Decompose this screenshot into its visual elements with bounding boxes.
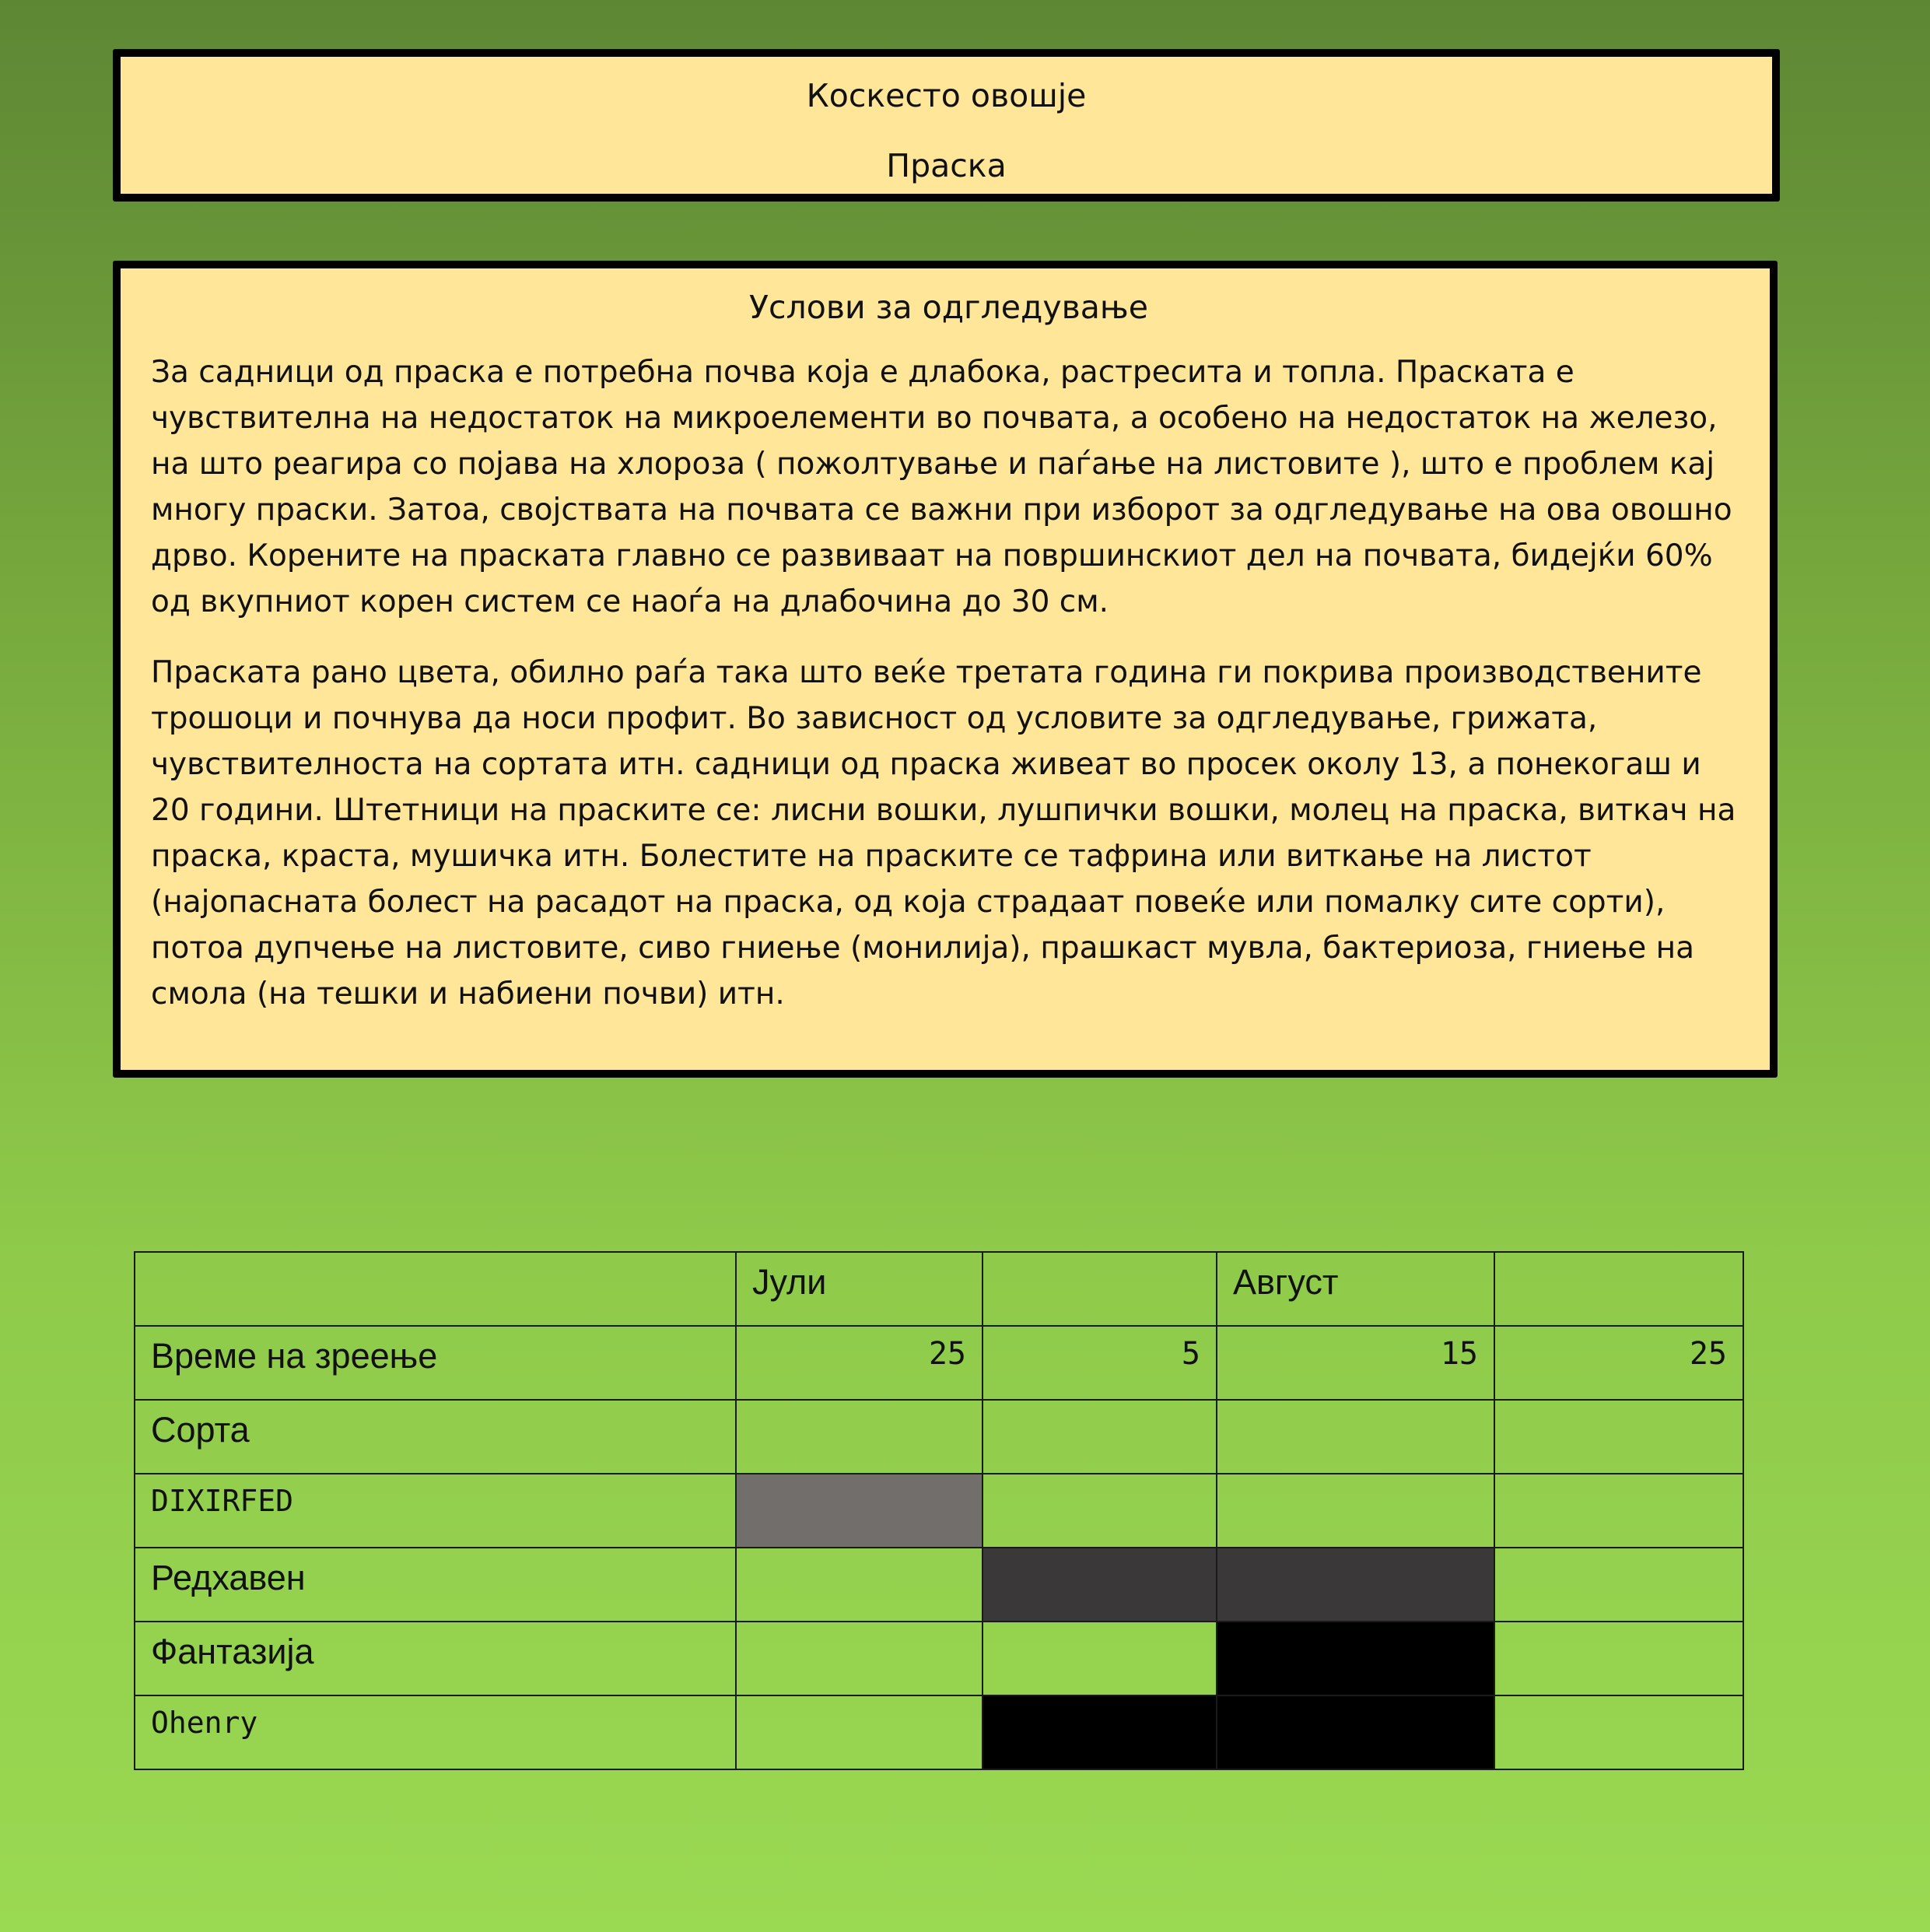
period-cell — [736, 1695, 983, 1769]
variety-name: Редхавен — [135, 1548, 736, 1622]
variety-row-redhaven — [135, 1548, 1743, 1622]
period-cell — [1217, 1548, 1494, 1622]
month-cell — [1494, 1252, 1743, 1326]
period-cell — [1494, 1474, 1743, 1548]
period-cell — [983, 1622, 1217, 1695]
day-cell: 15 — [1217, 1326, 1494, 1400]
variety-name: DIXIRFED — [135, 1474, 736, 1548]
variety-label: Сорта — [135, 1400, 736, 1474]
variety-name: Ohenry — [135, 1695, 736, 1769]
day-cell: 5 — [983, 1326, 1217, 1400]
period-cell — [1494, 1548, 1743, 1622]
growing-conditions-box — [113, 261, 1778, 1078]
variety-row-dixirfed — [135, 1474, 1743, 1548]
day-cell: 25 — [1494, 1326, 1743, 1400]
period-cell — [1217, 1622, 1494, 1695]
month-row — [135, 1252, 1743, 1326]
ripening-schedule-table — [134, 1251, 1744, 1770]
period-cell — [983, 1474, 1217, 1548]
ripening-label: Време на зреење — [135, 1326, 736, 1400]
day-cell: 25 — [736, 1326, 983, 1400]
empty-cell — [1494, 1400, 1743, 1474]
variety-header-row — [135, 1400, 1743, 1474]
month-cell — [135, 1252, 736, 1326]
category-title: Коскесто овошје — [806, 77, 1087, 114]
month-cell — [983, 1252, 1217, 1326]
variety-name: Фантазија — [135, 1622, 736, 1695]
conditions-paragraph-2: Праската рано цвета, обилно раѓа така што веќе третата година ги покрива производствените трошоци и почнува да носи профит. Во зависност од условите за одгледување, грижата, чувствителноста на сортата итн. садници од праска живеат во просек околу 13, а понекогаш и 20 години. Штетници на праските се: лисни вошки, лушпички вошки, молец на праска, виткач на праска, краста, мушичка итн. Болестите на праските се тафрина или виткање на листот (најопасната болест на расадот на праска, од која страдаат повеќе или помалку сите сорти), потоа дупчење на листовите, сиво гниење (монилија), прашкаст мувла, бактериоза, гниење на смола (на тешки и набиени почви) итн. — [151, 655, 1736, 1012]
period-cell — [1217, 1474, 1494, 1548]
title-box — [113, 49, 1780, 202]
month-cell: Јули — [736, 1252, 983, 1326]
period-cell — [1217, 1695, 1494, 1769]
variety-row-ohenry — [135, 1695, 1743, 1769]
variety-row-fantazija — [135, 1622, 1743, 1695]
conditions-paragraph-1: За садници од праска е потребна почва која е длабока, растресита и топла. Праската е чувствителна на недостаток на микроелементи во почвата, а особено на недостаток на железо, на што реагира со појава на хлороза ( пожолтување и паѓање на листовите ), што е проблем кај многу праски. Затоа, својствата на почвата се важни при изборот за одгледување на ова овошно дрво. Корените на праската главно се развиваат на површинскиот дел на почвата, бидејќи 60% од вкупниот корен систем се наоѓа на длабочина до 30 см. — [151, 355, 1732, 619]
period-cell — [736, 1548, 983, 1622]
empty-cell — [736, 1400, 983, 1474]
period-cell — [1494, 1695, 1743, 1769]
period-cell — [736, 1474, 983, 1548]
growing-conditions-heading: Услови за одгледување — [749, 289, 1148, 326]
period-cell — [983, 1695, 1217, 1769]
ripening-row — [135, 1326, 1743, 1400]
period-cell — [1494, 1622, 1743, 1695]
fruit-title: Праска — [886, 147, 1007, 184]
period-cell — [983, 1548, 1217, 1622]
month-cell: Август — [1217, 1252, 1494, 1326]
empty-cell — [983, 1400, 1217, 1474]
period-cell — [736, 1622, 983, 1695]
empty-cell — [1217, 1400, 1494, 1474]
